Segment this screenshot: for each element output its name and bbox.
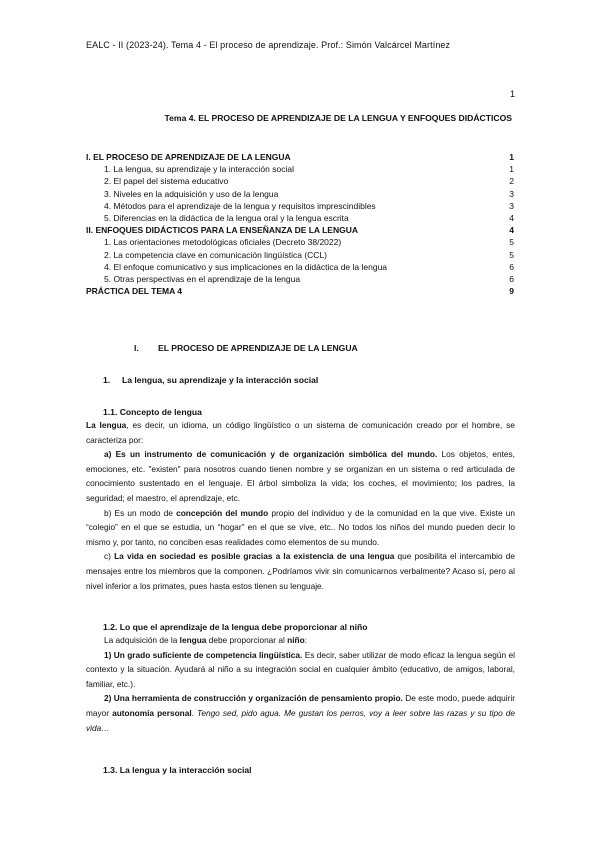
toc-entry-page: 1 <box>509 164 514 175</box>
subsection-number: 1. <box>103 375 111 385</box>
toc-entry-page: 3 <box>509 188 514 199</box>
section-heading <box>134 343 358 353</box>
paragraph-a: a) Es un instrumento de comunicación y de organización simbólica del mundo. Los objetos, entes, emociones, etc. "existen" para nosotros cuando tienen nombre y se organizan en un sistema o red articulada de conocimiento sustentado en el lenguaje. El árbol simboliza la vida; los coches, el movimiento; los padres, la seguridad; el maestro, el aprendizaje, etc. <box>86 449 515 503</box>
section-number: I. <box>134 343 139 353</box>
paragraph-c: c) La vida en sociedad es posible gracias a la existencia de una lengua que posibilita el intercambio de mensajes entre los miembros que la componen. ¿Podríamos vivir sin comunicarnos verbalmente? Acaso sí, pero al nivel inferior a los primates, pues hasta estos tienen su lenguaje. <box>86 551 515 591</box>
paragraph-2: 2) Una herramienta de construcción y organización de pensamiento propio. De este modo, puede adquirir mayor autonomía personal. Tengo sed, pido agua. Me gustan los perros, voy a leer sobre las razas y su tipo de vida… <box>86 693 515 733</box>
toc-entry-label: 5. Otras perspectivas en el aprendizaje de la lengua <box>104 273 301 284</box>
toc-entry-label: 2. El papel del sistema educativo <box>104 176 229 187</box>
toc-entry-page: 1 <box>509 152 514 162</box>
toc-entry-label: 5. Diferencias en la didáctica de la lengua oral y la lengua escrita <box>104 212 349 223</box>
table-of-contents <box>86 151 516 297</box>
heading-1-2: 1.2. Lo que el aprendizaje de la lengua debe proporcionar al niño <box>103 622 368 632</box>
toc-entry-page: 6 <box>509 261 514 272</box>
subsection-title: La lengua, su aprendizaje y la interacción social <box>122 375 319 385</box>
toc-entry[interactable] <box>86 151 516 163</box>
subsection-heading <box>103 375 318 385</box>
toc-entry[interactable] <box>86 224 516 236</box>
page-number: 1 <box>510 89 516 99</box>
paragraph-1: 1) Un grado suficiente de competencia lingüística. Es decir, saber utilizar de modo eficaz la lengua según el contexto y la situación. Ayudará al niño a su integración social en cualquier ámbito (educativo, de amigos, laboral, familiar, etc.). <box>86 649 515 689</box>
heading-1-3: 1.3. La lengua y la interacción social <box>103 765 252 775</box>
toc-entry[interactable] <box>86 285 516 297</box>
section-title: EL PROCESO DE APRENDIZAJE DE LA LENGUA <box>158 343 358 353</box>
toc-entry[interactable] <box>86 200 516 212</box>
paragraph-b: b) Es un modo de concepción del mundo propio del individuo y de la comunidad en la que vive. Existe un “colegio” en el que se estudia, un “hogar” en el que se vive, etc.. No todos los niños del mundo pueden decir lo mismo y, por tanto, no conciben esas realidades como elementos de su mundo. <box>86 507 515 547</box>
toc-entry[interactable] <box>86 188 516 200</box>
toc-entry[interactable] <box>86 261 516 273</box>
toc-entry[interactable] <box>86 212 516 224</box>
toc-entry[interactable] <box>86 249 516 261</box>
paragraph-concepto: La lengua, es decir, un idioma, un código lingüístico o un sistema de comunicación creado por el hombre, se caracteriza por: <box>86 420 515 445</box>
heading-1-1: 1.1. Concepto de lengua <box>103 407 202 417</box>
toc-entry-label: II. ENFOQUES DIDÁCTICOS PARA LA ENSEÑANZA DE LA LENGUA <box>86 225 359 236</box>
toc-entry[interactable] <box>86 273 516 285</box>
toc-entry-label: PRÁCTICA DEL TEMA 4 <box>86 286 183 297</box>
toc-entry-label: I. EL PROCESO DE APRENDIZAJE DE LA LENGUA <box>86 152 291 162</box>
toc-entry[interactable] <box>86 236 516 248</box>
toc-entry-label: 3. Niveles en la adquisición y uso de la lengua <box>104 188 279 199</box>
document-title: Tema 4. EL PROCESO DE APRENDIZAJE DE LA LENGUA Y ENFOQUES DIDÁCTICOS <box>164 113 512 123</box>
toc-entry-label: 1. Las orientaciones metodológicas oficiales (Decreto 38/2022) <box>104 237 342 248</box>
toc-entry-page: 3 <box>509 200 514 211</box>
toc-entry-page: 2 <box>509 176 514 187</box>
toc-entry-page: 9 <box>509 286 514 297</box>
toc-entry-page: 5 <box>509 237 514 248</box>
toc-entry-label: 4. El enfoque comunicativo y sus implicaciones en la didáctica de la lengua <box>104 261 388 272</box>
paragraph-block-2 <box>86 633 515 735</box>
toc-entry-page: 4 <box>509 225 514 236</box>
paragraph-block-1 <box>86 418 515 593</box>
toc-entry[interactable] <box>86 163 516 175</box>
toc-entry-page: 4 <box>509 212 514 223</box>
toc-entry-label: 2. La competencia clave en comunicación lingüística (CCL) <box>104 249 328 260</box>
toc-entry-label: 4. Métodos para el aprendizaje de la lengua y requisitos imprescindibles <box>104 200 376 211</box>
toc-entry-page: 5 <box>509 249 514 260</box>
running-header: EALC - II (2023-24). Tema 4 - El proceso de aprendizaje. Prof.: Simón Valcárcel Martínez <box>86 40 451 50</box>
toc-entry-label: 1. La lengua, su aprendizaje y la interacción social <box>104 164 294 175</box>
toc-entry[interactable] <box>86 175 516 187</box>
toc-entry-page: 6 <box>509 273 514 284</box>
paragraph-adquisicion: La adquisición de la lengua debe proporcionar al niño: <box>104 635 307 645</box>
